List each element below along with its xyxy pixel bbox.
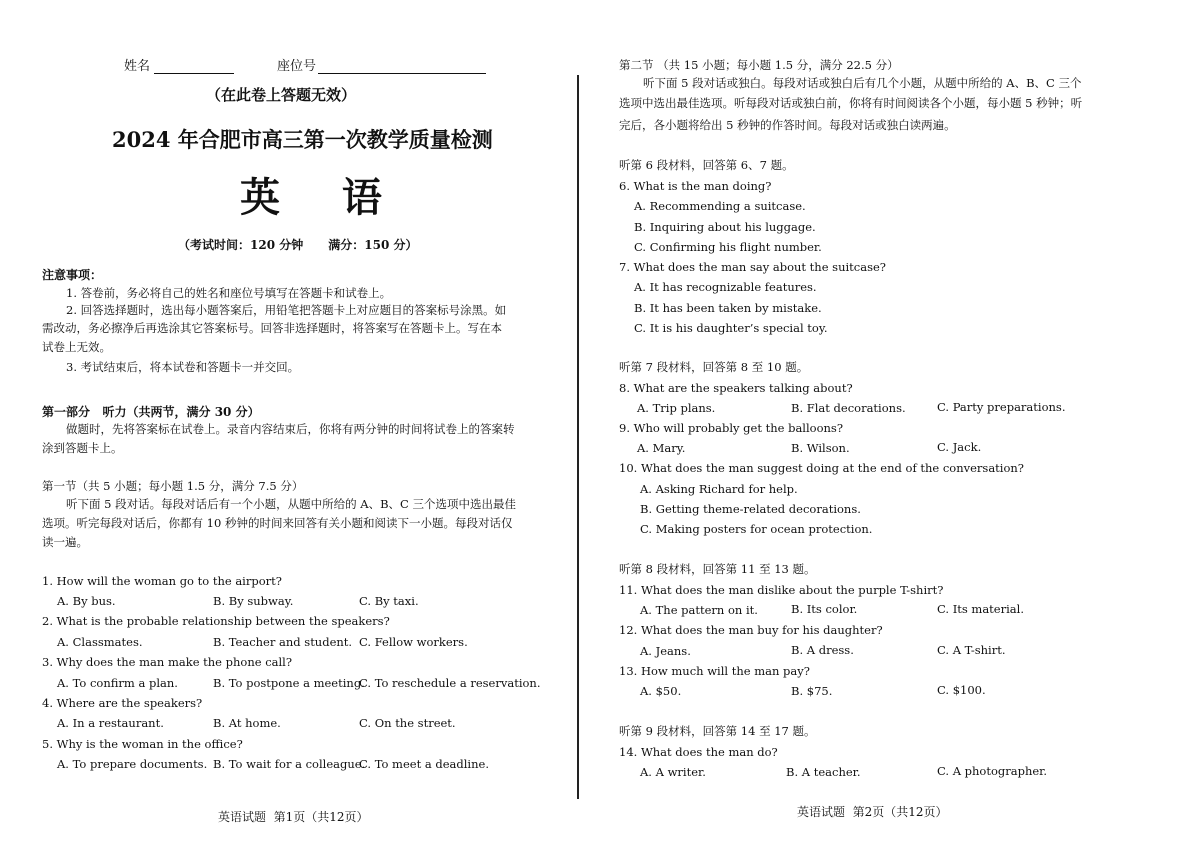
question-stem: 6. What is the man doing?	[619, 179, 772, 193]
option-b: B. Flat decorations.	[791, 401, 906, 415]
question-stem: 5. Why is the woman in the office?	[42, 737, 243, 751]
option-a: A. It has recognizable features.	[634, 280, 817, 294]
option-a: A. The pattern on it.	[640, 603, 758, 617]
section2-intro-line: 选项中选出最佳选项。听每段对话或独白前，你将有时间阅读各个小题，每小题 5 秒钟；听	[619, 96, 1083, 110]
exam-title: 2024 年合肥市高三第一次教学质量检测	[112, 127, 493, 152]
option-a: A. Jeans.	[640, 644, 691, 658]
option-c: C. Party preparations.	[937, 400, 1066, 414]
question-stem: 1. How will the woman go to the airport?	[42, 574, 282, 588]
option-c: C. It is his daughter’s special toy.	[634, 321, 828, 335]
option-c: C. Confirming his flight number.	[634, 240, 822, 254]
option-c: C. $100.	[937, 683, 986, 697]
option-b: B. $75.	[791, 684, 833, 698]
instructions-heading: 注意事项：	[42, 268, 103, 282]
option-b: B. A dress.	[791, 643, 854, 657]
seat-label: 座位号	[277, 59, 317, 74]
question-stem: 8. What are the speakers talking about?	[619, 381, 853, 395]
option-a: A. Classmates.	[57, 635, 143, 649]
invalid-notice: （在此卷上答题无效）	[206, 86, 357, 104]
question-stem: 3. Why does the man make the phone call?	[42, 655, 293, 669]
column-divider	[577, 75, 579, 799]
subject-title: 英 语	[240, 174, 406, 221]
option-c: C. Jack.	[937, 440, 982, 454]
option-c: C. To meet a deadline.	[359, 757, 489, 771]
section2-intro-line: 完后，各小题将给出 5 秒钟的作答时间。每段对话或独白读两遍。	[619, 118, 956, 132]
section1-intro-line: 听下面 5 段对话。每段对话后有一个小题，从题中所给的 A、B、C 三个选项中选出最佳	[66, 497, 516, 511]
question-stem: 10. What does the man suggest doing at the end of the conversation?	[619, 461, 1024, 475]
instruction-line: 1. 答卷前，务必将自己的姓名和座位号填写在答题卡和试卷上。	[66, 286, 392, 300]
option-a: A. Asking Richard for help.	[640, 482, 798, 496]
option-b: B. Wilson.	[791, 441, 850, 455]
seat-underline	[318, 73, 486, 74]
option-a: A. A writer.	[640, 765, 706, 779]
option-a: A. To confirm a plan.	[57, 676, 178, 690]
option-c: C. On the street.	[359, 716, 456, 730]
name-underline	[154, 73, 234, 74]
option-c: C. To reschedule a reservation.	[359, 676, 541, 690]
option-a: A. To prepare documents.	[57, 757, 208, 771]
instruction-line: 3. 考试结束后，将本试卷和答题卡一并交回。	[66, 360, 300, 374]
option-b: B. By subway.	[213, 594, 294, 608]
instruction-line: 需改动，务必擦净后再选涂其它答案标号。回答非选择题时，将答案写在答题卡上。写在本	[42, 321, 502, 335]
option-b: B. Teacher and student.	[213, 635, 353, 649]
option-c: C. Fellow workers.	[359, 635, 468, 649]
question-stem: 12. What does the man buy for his daughter?	[619, 623, 883, 637]
question-stem: 2. What is the probable relationship between the speakers?	[42, 614, 390, 628]
section2-intro-line: 听下面 5 段对话或独白。每段对话或独白后有几个小题，从题中所给的 A、B、C 三个	[643, 76, 1082, 90]
section2-heading: 第二节 （共 15 小题；每小题 1.5 分，满分 22.5 分）	[619, 58, 899, 72]
option-a: A. Mary.	[637, 441, 686, 455]
option-a: A. $50.	[640, 684, 682, 698]
option-a: A. In a restaurant.	[57, 716, 164, 730]
option-b: B. A teacher.	[786, 765, 861, 779]
question-stem: 14. What does the man do?	[619, 745, 778, 759]
option-b: B. To postpone a meeting.	[213, 676, 365, 690]
option-a: A. Trip plans.	[637, 401, 716, 415]
option-c: C. A T-shirt.	[937, 643, 1006, 657]
exam-time-info: （考试时间：120 分钟 满分：150 分）	[178, 238, 418, 252]
question-stem: 7. What does the man say about the suitcase?	[619, 260, 886, 274]
option-c: C. Making posters for ocean protection.	[640, 522, 873, 536]
option-c: C. A photographer.	[937, 764, 1048, 778]
part1-intro-line: 做题时，先将答案标在试卷上。录音内容结束后，你将有两分钟的时间将试卷上的答案转	[66, 422, 515, 436]
section1-heading: 第一节（共 5 小题；每小题 1.5 分，满分 7.5 分）	[42, 479, 304, 493]
section1-intro-line: 读一遍。	[42, 535, 88, 549]
option-b: B. To wait for a colleague.	[213, 757, 366, 771]
question-stem: 11. What does the man dislike about the purple T-shirt?	[619, 583, 944, 597]
option-b: B. Its color.	[791, 602, 858, 616]
question-stem: 4. Where are the speakers?	[42, 696, 203, 710]
footer-page-2: 英语试题 第2页（共12页）	[797, 805, 948, 819]
material-heading: 听第 8 段材料，回答第 11 至 13 题。	[619, 562, 816, 576]
option-b: B. Getting theme-related decorations.	[640, 502, 861, 516]
option-a: A. Recommending a suitcase.	[634, 199, 806, 213]
option-c: C. Its material.	[937, 602, 1024, 616]
question-stem: 9. Who will probably get the balloons?	[619, 421, 843, 435]
material-heading: 听第 6 段材料，回答第 6、7 题。	[619, 158, 794, 172]
footer-page-1: 英语试题 第1页（共12页）	[218, 810, 369, 824]
part1-heading: 第一部分 听力（共两节，满分 30 分）	[42, 405, 260, 419]
option-b: B. At home.	[213, 716, 281, 730]
question-stem: 13. How much will the man pay?	[619, 664, 810, 678]
material-heading: 听第 9 段材料，回答第 14 至 17 题。	[619, 724, 816, 738]
material-heading: 听第 7 段材料，回答第 8 至 10 题。	[619, 360, 809, 374]
instruction-line: 2. 回答选择题时，选出每小题答案后，用铅笔把答题卡上对应题目的答案标号涂黑。如	[66, 303, 507, 317]
name-label: 姓名	[124, 59, 151, 74]
instruction-line: 试卷上无效。	[42, 340, 111, 354]
option-a: A. By bus.	[57, 594, 116, 608]
part1-intro-line: 涂到答题卡上。	[42, 441, 123, 455]
section1-intro-line: 选项。听完每段对话后，你都有 10 秒钟的时间来回答有关小题和阅读下一小题。每段对话仅	[42, 516, 513, 530]
option-b: B. Inquiring about his luggage.	[634, 220, 816, 234]
option-c: C. By taxi.	[359, 594, 419, 608]
option-b: B. It has been taken by mistake.	[634, 301, 822, 315]
